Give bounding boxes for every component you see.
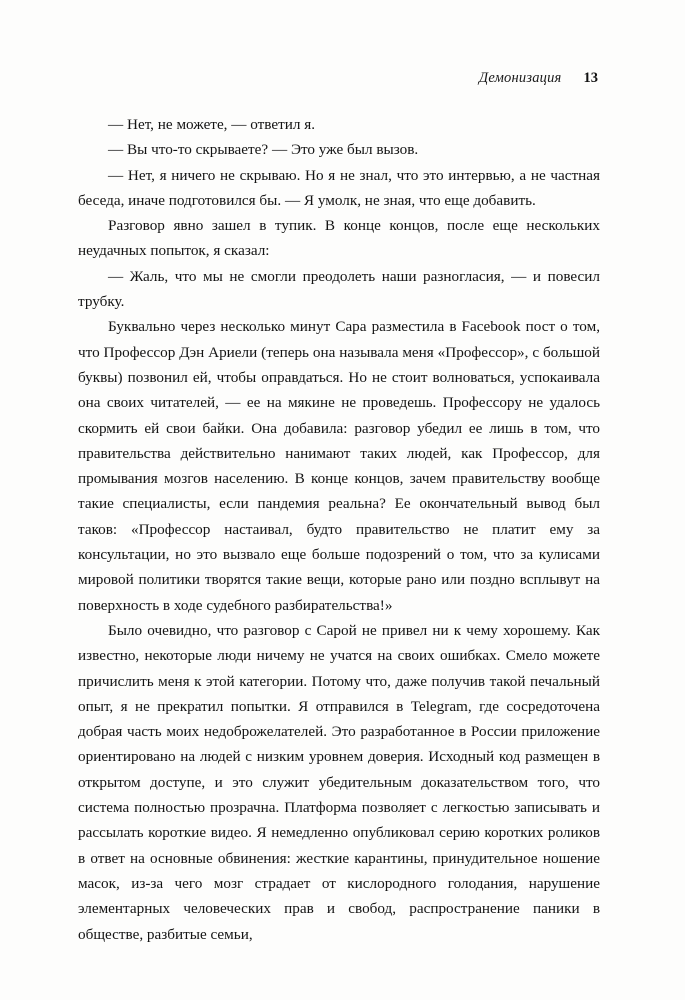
paragraph: Разговор явно зашел в тупик. В конце концов, после еще нескольких неудачных попыток, я сказал: bbox=[78, 217, 600, 260]
body-text bbox=[78, 112, 600, 947]
page-number: 13 bbox=[583, 70, 598, 86]
paragraph: — Нет, я ничего не скрываю. Но я не знал, что это интервью, а не частная беседа, иначе подготовился бы. — Я умолк, не зная, что еще добавить. bbox=[78, 166, 600, 209]
paragraph: — Жаль, что мы не смогли преодолеть наши разногласия, — и повесил трубку. bbox=[78, 267, 600, 311]
chapter-title: Демонизация bbox=[478, 70, 562, 86]
paragraph: Было очевидно, что разговор с Сарой не привел ни к чему хорошему. Как известно, некоторые люди ничему не учатся на своих ошибках. Смело можете причислить меня к этой категории. Потому что, даже получив такой печальный опыт, я не прекратил попытки. Я отправился в Telegram, где сосредоточена добрая часть моих недоброжелателей. Это разработанное в России приложение ориентировано на людей с низким уровнем доверия. Исходный код размещен в открытом доступе, и это служит убедительным доказательством того, что система полностью прозрачна. Платформа позволяет с легкостью записывать и рассылать короткие видео. Я немедленно опубликовал серию коротких роликов в ответ на основные обвинения: жесткие карантины, принудительное ношение масок, из-за чего мозг страдает от кислородного голодания, нарушение элементарных человеческих прав и свобод, распространение паники в обществе, разбитые семьи, bbox=[78, 621, 600, 943]
running-head bbox=[78, 70, 598, 87]
paragraph: Буквально через несколько минут Сара разместила в Facebook пост о том, что Профессор Дэн Ариели (теперь она называла меня «Профессор», с большой буквы) позвонил ей, чтобы оправдаться. Но не стоит волноваться, успокаивала она своих читателей, — ее на мякине не проведешь. Профессору не удалось скормить ей свои байки. Она добавила: разговор убедил ее лишь в том, что правительства действительно нанимают таких людей, как Профессор, для промывания мозгов населению. В конце концов, зачем правительству вообще такие специалисты, если пандемия реальна? Ее окончательный вывод был таков: «Профессор настаивал, будто правительство не платит ему за консультации, но это вызвало еще больше подозрений о том, что за кулисами мировой политики творятся такие вещи, которые рано или поздно всплывут на поверхность в ходе судебного разбирательства!» bbox=[78, 318, 600, 614]
paragraph: — Вы что-то скрываете? — Это уже был вызов. bbox=[108, 141, 419, 159]
paragraph: — Нет, не можете, — ответил я. bbox=[108, 116, 316, 133]
